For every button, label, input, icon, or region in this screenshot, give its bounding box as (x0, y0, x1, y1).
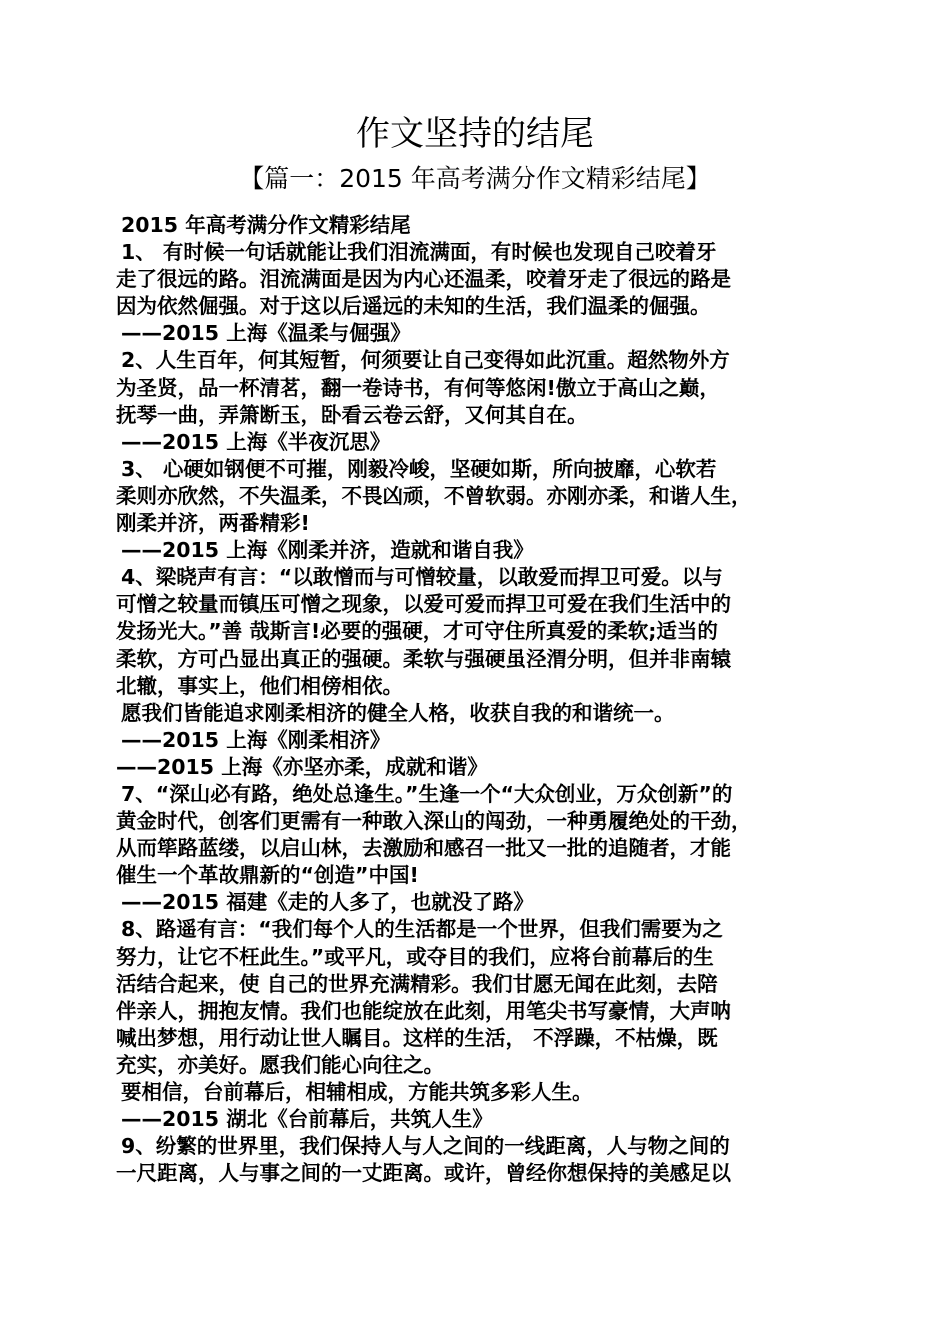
source-line: ——2015 福建《走的人多了，也就没了路》 (121, 890, 534, 915)
source-line: ——2015 上海《半夜沉思》 (121, 429, 391, 454)
document-title: 作文坚持的结尾 (356, 114, 594, 154)
text-line: 从而筚路蓝缕，以启山林，去激励和感召一批又一批的追随者，才能 (116, 836, 731, 861)
text-line: 1、 有时候一句话就能让我们泪流满面，有时候也发现自己咬着牙 (121, 240, 717, 265)
text-line: 充实，亦美好。愿我们能心向往之。 (116, 1052, 444, 1077)
source-line: ——2015 上海《刚柔并济，造就和谐自我》 (121, 538, 534, 563)
text-line: 黄金时代，创客们更需有一种敢入深山的闯劲，一种勇履绝处的干劲， (116, 809, 752, 834)
text-line: 7、“深山必有路，绝处总逢生。”生逢一个“大众创业，万众创新”的 (121, 781, 733, 806)
text-line: 走了很远的路。泪流满面是因为内心还温柔，咬着牙走了很远的路是 (116, 267, 731, 292)
text-line: 催生一个革故鼎新的“创造”中国! (116, 863, 419, 888)
text-line: 北辙，事实上，他们相傍相依。 (116, 673, 403, 698)
text-line: 柔软，方可凸显出真正的强硬。柔软与强硬虽泾渭分明，但并非南辕 (116, 646, 731, 671)
source-line: ——2015 上海《亦坚亦柔，成就和谐》 (116, 754, 488, 779)
text-line: 刚柔并济，两番精彩! (116, 511, 310, 536)
text-line: 抚琴一曲，弄箫断玉，卧看云卷云舒，又何其自在。 (116, 402, 588, 427)
text-line: 柔则亦欣然，不失温柔，不畏凶顽，不曾软弱。亦刚亦柔，和谐人生， (116, 483, 752, 508)
text-line: 4、梁晓声有言：“以敢憎而与可憎较量，以敢爱而捍卫可爱。以与 (121, 565, 723, 590)
text-line: 2、人生百年，何其短暂，何须要让自己变得如此沉重。超然物外方 (121, 348, 730, 373)
source-line: ——2015 湖北《台前幕后，共筑人生》 (121, 1107, 493, 1132)
text-line: 为圣贤，品一杯清茗，翻一卷诗书，有何等悠闲!傲立于高山之巅， (116, 375, 720, 400)
section-heading: 2015 年高考满分作文精彩结尾 (121, 213, 411, 237)
text-line: 一尺距离，人与事之间的一丈距离。或许，曾经你想保持的美感足以 (116, 1161, 731, 1186)
text-line: 9、纷繁的世界里，我们保持人与人之间的一线距离，人与物之间的 (121, 1134, 730, 1159)
text-line: 喊出梦想，用行动让世人瞩目。这样的生活， 不浮躁，不枯燥，既 (116, 1025, 718, 1050)
text-line: 要相信，台前幕后，相辅相成，方能共筑多彩人生。 (121, 1080, 593, 1104)
document-body (116, 212, 846, 1187)
text-line: 可憎之较量而镇压可憎之现象，以爱可爱而捍卫可爱在我们生活中的 (116, 592, 731, 617)
source-line: ——2015 上海《刚柔相济》 (121, 727, 391, 752)
text-line: 活结合起来，使 自己的世界充满精彩。我们甘愿无闻在此刻，去陪 (116, 971, 718, 996)
text-line: 努力，让它不枉此生。”或平凡，或夺目的我们，应将台前幕后的生 (116, 944, 714, 969)
document-subtitle: 【篇一：2015 年高考满分作文精彩结尾】 (239, 164, 711, 193)
text-line: 因为依然倔强。对于这以后遥远的未知的生活，我们温柔的倔强。 (116, 294, 711, 319)
text-line: 发扬光大。”善 哉斯言!必要的强硬，才可守住所真爱的柔软;适当的 (116, 619, 718, 644)
text-line: 伴亲人，拥抱友情。我们也能绽放在此刻，用笔尖书写豪情，大声呐 (116, 998, 731, 1023)
text-line: 愿我们皆能追求刚柔相济的健全人格，收获自我的和谐统一。 (121, 700, 675, 725)
source-line: ——2015 上海《温柔与倔强》 (121, 321, 411, 346)
text-line: 8、路遥有言：“我们每个人的生活都是一个世界，但我们需要为之 (121, 917, 723, 942)
text-line: 3、 心硬如钢便不可摧，刚毅冷峻，坚硬如斯，所向披靡，心软若 (121, 456, 717, 481)
